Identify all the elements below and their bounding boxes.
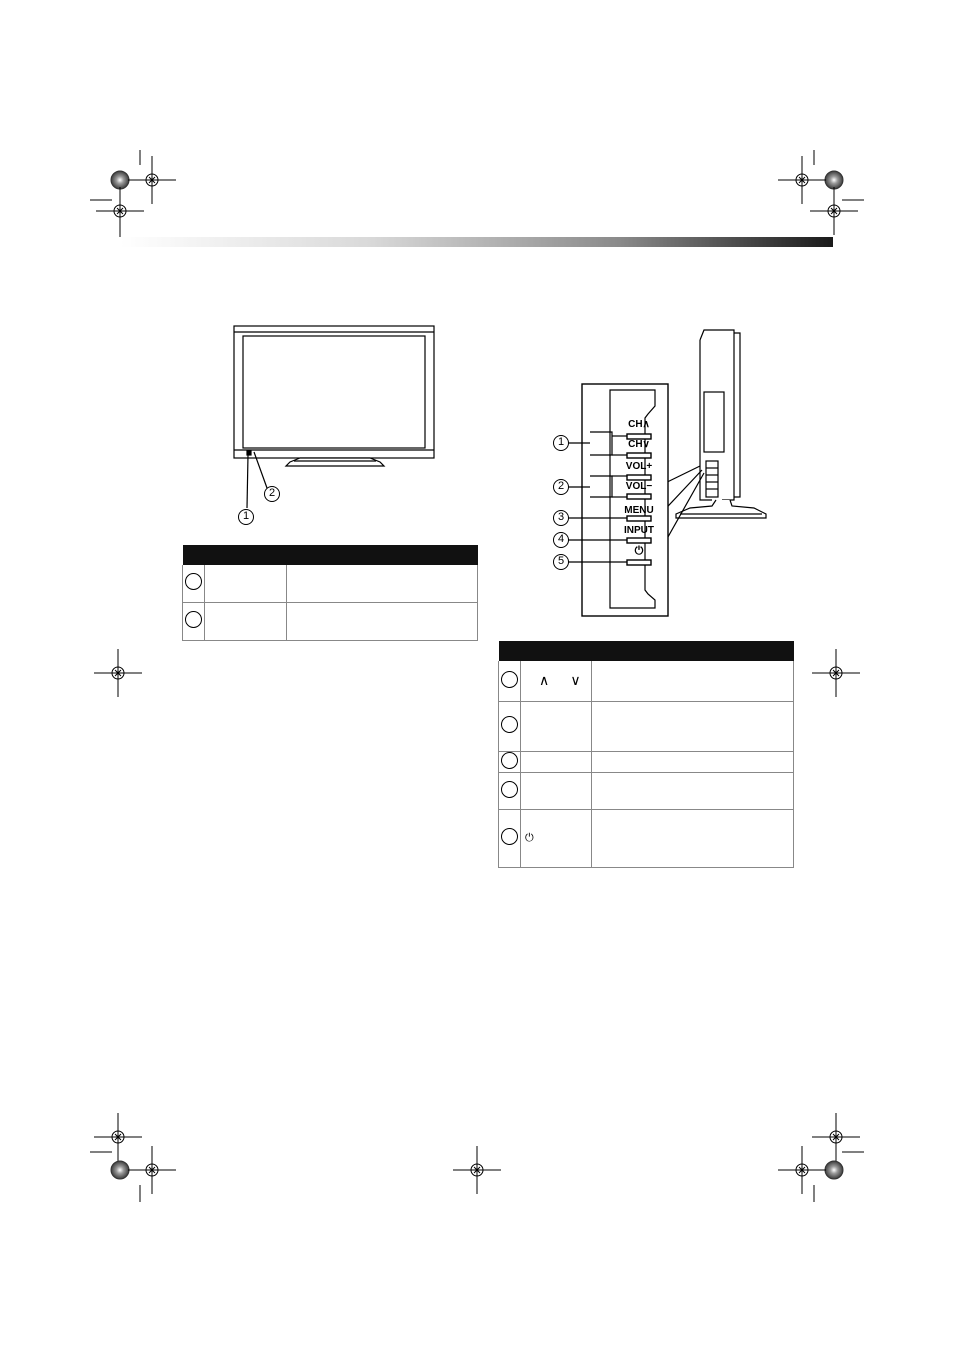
color-rosette-mark — [825, 1161, 843, 1179]
side-callouts — [554, 436, 569, 570]
crosshair-mark — [812, 649, 860, 697]
chevron-up-icon: ∧ — [539, 672, 550, 689]
callout-circle — [501, 828, 518, 845]
callout-number: 5 — [557, 555, 565, 567]
callout-circle — [185, 611, 202, 628]
tv-side-illustration — [655, 330, 766, 560]
callout-number: 4 — [557, 533, 565, 545]
table-row — [183, 565, 478, 602]
ch-up-label: CH∧ — [628, 419, 650, 430]
crosshair-mark — [128, 156, 176, 204]
callout-number: 3 — [557, 511, 565, 523]
side-controls-table — [498, 641, 794, 868]
callout-number: 2 — [557, 480, 565, 492]
table-row — [499, 772, 794, 809]
registration-marks-bottom — [90, 1113, 864, 1202]
callout-number: 1 — [557, 436, 565, 448]
callout-circle — [185, 573, 202, 590]
registration-marks-top — [90, 150, 864, 237]
power-icon: ⏻ — [525, 831, 534, 844]
callout-number: 1 — [242, 510, 250, 522]
crosshair-mark — [453, 1146, 501, 1194]
tv-front-illustration — [234, 326, 434, 508]
header-gradient-bar — [120, 237, 833, 247]
crosshair-mark — [94, 649, 142, 697]
crosshair-mark — [94, 1113, 142, 1161]
table-row — [183, 602, 478, 640]
ch-down-label: CH∨ — [628, 439, 650, 450]
table-row — [499, 701, 794, 751]
table-row — [499, 809, 794, 867]
crosshair-mark — [778, 1146, 826, 1194]
menu-label: MENU — [624, 505, 654, 516]
color-rosette-mark — [111, 171, 129, 189]
table-header-row — [499, 641, 794, 661]
color-rosette-mark — [111, 1161, 129, 1179]
table-header-row — [183, 545, 478, 565]
color-rosette-mark — [825, 171, 843, 189]
crosshair-mark — [778, 156, 826, 204]
crosshair-mark — [810, 187, 858, 235]
callout-circle — [501, 716, 518, 733]
power-icon: ⏻ — [634, 544, 644, 557]
callout-number: 2 — [268, 487, 276, 499]
crosshair-mark — [812, 1113, 860, 1161]
table-row — [499, 751, 794, 772]
callout-circle — [501, 752, 518, 769]
chevron-down-icon: ∨ — [570, 672, 581, 689]
callout-circle — [501, 781, 518, 798]
front-controls-table — [182, 545, 478, 641]
vol-up-label: VOL+ — [625, 461, 653, 472]
table-row — [499, 661, 794, 701]
input-label: INPUT — [624, 525, 654, 536]
vol-down-label: VOL− — [625, 481, 653, 492]
crosshair-mark — [128, 1146, 176, 1194]
callout-circle — [501, 671, 518, 688]
